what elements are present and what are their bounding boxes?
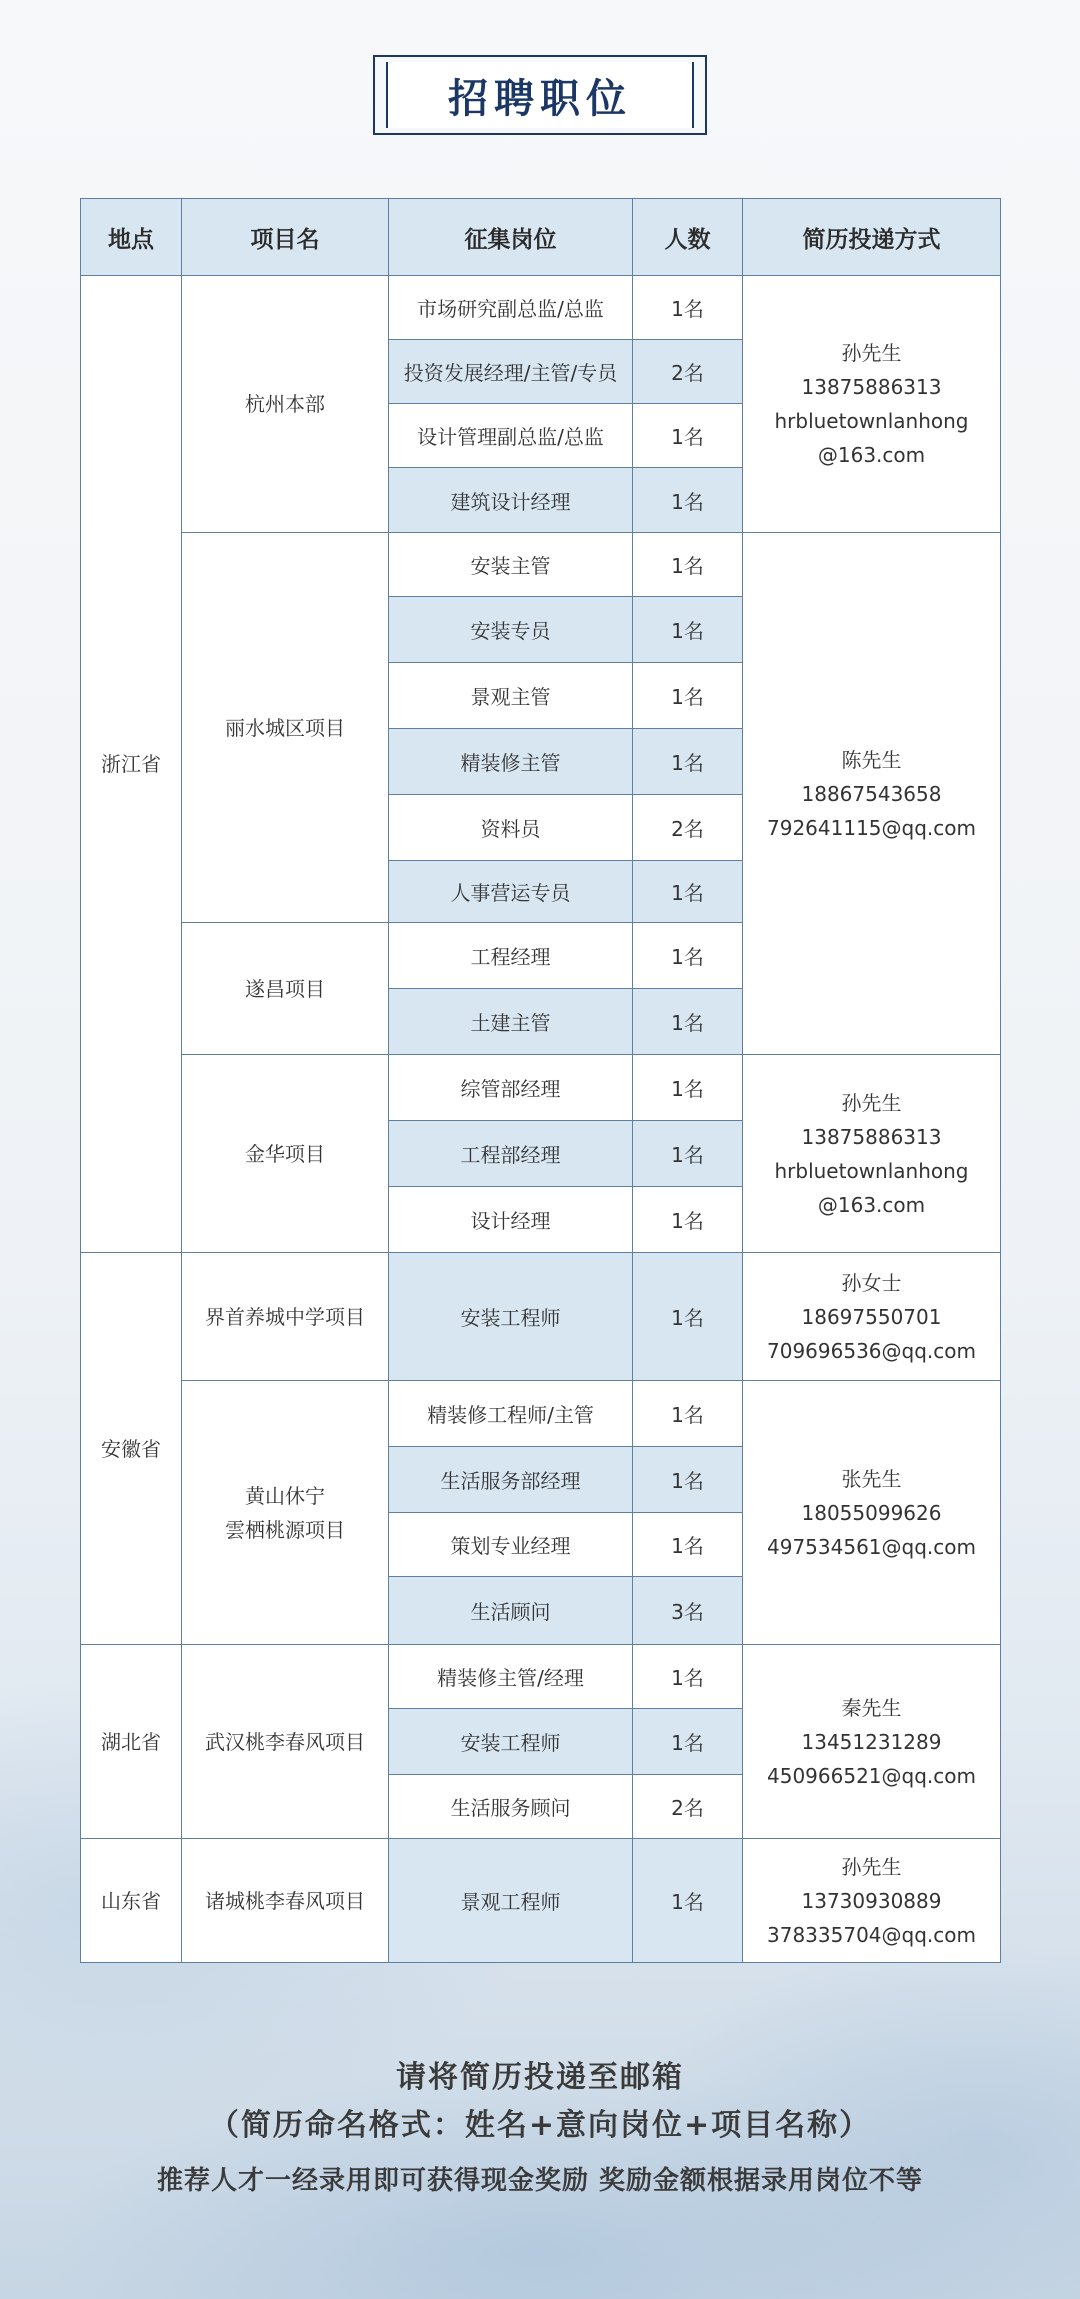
contact-name: 孙先生 — [841, 341, 902, 365]
project-lishui: 丽水城区项目 — [182, 533, 389, 923]
contact-cell — [743, 1645, 1001, 1839]
position-cell: 市场研究副总监/总监 — [389, 276, 633, 340]
count-cell: 2名 — [633, 795, 743, 861]
table-row — [81, 1381, 1001, 1447]
region-anhui: 安徽省 — [81, 1253, 182, 1645]
project-suichang: 遂昌项目 — [182, 923, 389, 1055]
header-project: 项目名 — [182, 199, 389, 276]
footer-referral-reward: 推荐人才一经录用即可获得现金奖励 奖励金额根据录用岗位不等 — [156, 2166, 924, 2196]
position-cell: 安装工程师 — [389, 1709, 633, 1775]
count-cell: 1名 — [633, 989, 743, 1055]
header-contact: 简历投递方式 — [743, 199, 1001, 276]
position-cell: 策划专业经理 — [389, 1513, 633, 1577]
count-cell: 1名 — [633, 1055, 743, 1121]
contact-phone: 18867543658 — [801, 781, 942, 806]
table-row — [81, 1645, 1001, 1709]
table-row — [81, 1055, 1001, 1121]
contact-name: 孙女士 — [841, 1270, 902, 1295]
contact-name: 孙先生 — [841, 1854, 902, 1879]
count-cell: 1名 — [633, 1447, 743, 1513]
position-cell: 安装专员 — [389, 597, 633, 663]
count-cell: 1名 — [633, 468, 743, 533]
contact-email: 497534561@qq.com — [767, 1534, 976, 1559]
count-cell: 1名 — [633, 1381, 743, 1447]
position-cell: 生活顾问 — [389, 1577, 633, 1645]
position-cell: 工程经理 — [389, 923, 633, 989]
table-header-row — [81, 199, 1001, 276]
contact-email-domain: @163.com — [817, 443, 926, 467]
position-cell: 人事营运专员 — [389, 861, 633, 923]
contact-cell — [743, 533, 1001, 1055]
contact-email: 450966521@qq.com — [767, 1763, 976, 1788]
position-cell: 精装修工程师/主管 — [389, 1381, 633, 1447]
count-cell: 1名 — [633, 1513, 743, 1577]
jobs-table — [80, 198, 1001, 1963]
contact-cell — [743, 276, 1001, 533]
project-jinhua: 金华项目 — [182, 1055, 389, 1253]
contact-cell — [743, 1381, 1001, 1645]
count-cell: 1名 — [633, 729, 743, 795]
project-hangzhou: 杭州本部 — [182, 276, 389, 533]
region-shandong: 山东省 — [81, 1839, 182, 1963]
contact-email-domain: @163.com — [817, 1192, 926, 1217]
title-frame — [373, 55, 707, 135]
position-cell: 精装修主管 — [389, 729, 633, 795]
header-location: 地点 — [81, 199, 182, 276]
table-row — [81, 1839, 1001, 1963]
region-zhejiang: 浙江省 — [81, 276, 182, 1253]
position-cell: 安装工程师 — [389, 1253, 633, 1381]
count-cell: 1名 — [633, 1253, 743, 1381]
project-huangshan — [182, 1381, 389, 1645]
count-cell: 1名 — [633, 276, 743, 340]
position-cell: 资料员 — [389, 795, 633, 861]
project-wuhan: 武汉桃李春风项目 — [182, 1645, 389, 1839]
contact-name: 秦先生 — [841, 1695, 902, 1720]
count-cell: 3名 — [633, 1577, 743, 1645]
table-row — [81, 533, 1001, 597]
position-cell: 建筑设计经理 — [389, 468, 633, 533]
contact-phone: 13451231289 — [801, 1729, 942, 1754]
footer-naming-format: （简历命名格式：姓名+意向岗位+项目名称） — [208, 2108, 872, 2143]
title-inner-frame — [386, 62, 694, 128]
contact-cell — [743, 1253, 1001, 1381]
count-cell: 1名 — [633, 861, 743, 923]
contact-phone: 13875886313 — [801, 1124, 942, 1149]
header-position: 征集岗位 — [389, 199, 633, 276]
position-cell: 设计经理 — [389, 1187, 633, 1253]
count-cell: 1名 — [633, 1121, 743, 1187]
project-huangshan-line1: 黄山休宁 — [245, 1483, 325, 1508]
contact-email: hrbluetownlanhong — [774, 1158, 969, 1183]
table-row — [81, 1253, 1001, 1381]
position-cell: 生活服务部经理 — [389, 1447, 633, 1513]
count-cell: 1名 — [633, 923, 743, 989]
table-row — [81, 276, 1001, 340]
project-jieshou: 界首养城中学项目 — [182, 1253, 389, 1381]
count-cell: 2名 — [633, 1775, 743, 1839]
count-cell: 1名 — [633, 597, 743, 663]
count-cell: 1名 — [633, 1187, 743, 1253]
contact-email: 378335704@qq.com — [767, 1922, 976, 1947]
contact-name: 孙先生 — [841, 1090, 902, 1115]
contact-cell — [743, 1839, 1001, 1963]
position-cell: 设计管理副总监/总监 — [389, 404, 633, 468]
position-cell: 精装修主管/经理 — [389, 1645, 633, 1709]
position-cell: 工程部经理 — [389, 1121, 633, 1187]
position-cell: 景观工程师 — [389, 1839, 633, 1963]
count-cell: 1名 — [633, 663, 743, 729]
project-zhucheng: 诸城桃李春风项目 — [182, 1839, 389, 1963]
contact-phone: 18055099626 — [801, 1500, 942, 1525]
contact-email: 709696536@qq.com — [767, 1338, 976, 1363]
count-cell: 1名 — [633, 1839, 743, 1963]
position-cell: 综管部经理 — [389, 1055, 633, 1121]
project-huangshan-line2: 雲栖桃源项目 — [225, 1517, 345, 1542]
contact-phone: 18697550701 — [801, 1304, 942, 1329]
contact-email: 792641115@qq.com — [767, 815, 976, 840]
contact-cell — [743, 1055, 1001, 1253]
page-title: 招聘职位 — [448, 75, 632, 122]
position-cell: 安装主管 — [389, 533, 633, 597]
count-cell: 1名 — [633, 404, 743, 468]
contact-name: 陈先生 — [841, 747, 902, 772]
count-cell: 1名 — [633, 533, 743, 597]
position-cell: 土建主管 — [389, 989, 633, 1055]
contact-phone: 13875886313 — [801, 375, 942, 399]
contact-email: hrbluetownlanhong — [774, 409, 969, 433]
position-cell: 景观主管 — [389, 663, 633, 729]
count-cell: 2名 — [633, 340, 743, 404]
position-cell: 投资发展经理/主管/专员 — [389, 340, 633, 404]
count-cell: 1名 — [633, 1645, 743, 1709]
header-count: 人数 — [633, 199, 743, 276]
count-cell: 1名 — [633, 1709, 743, 1775]
footer-instruction: 请将简历投递至邮箱 — [396, 2060, 684, 2095]
region-hubei: 湖北省 — [81, 1645, 182, 1839]
position-cell: 生活服务顾问 — [389, 1775, 633, 1839]
contact-phone: 13730930889 — [801, 1888, 942, 1913]
contact-name: 张先生 — [841, 1466, 902, 1491]
